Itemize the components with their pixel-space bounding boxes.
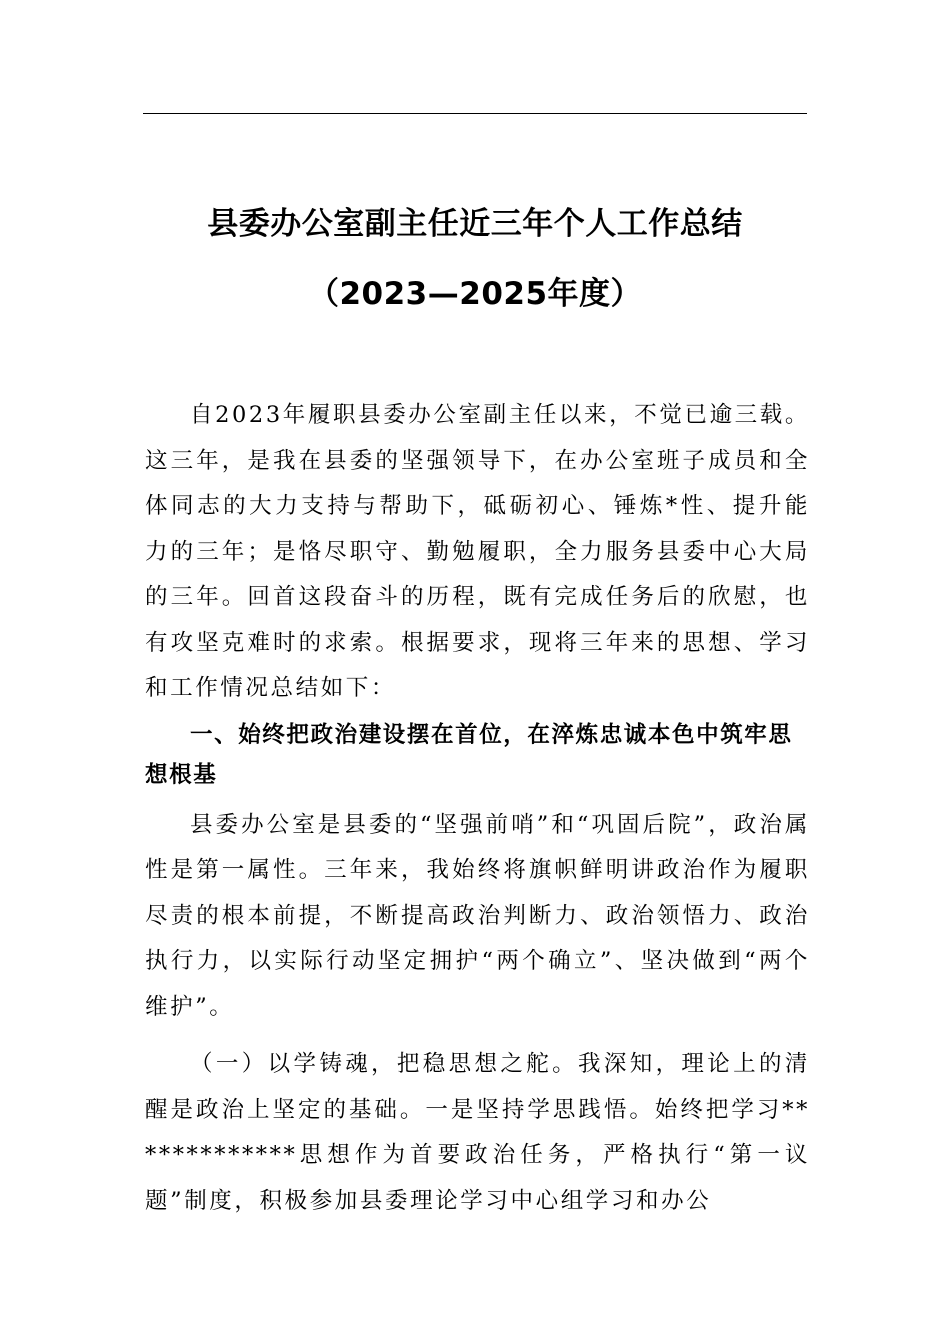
subsection-1-paragraph: （一）以学铸魂，把稳思想之舵。我深知，理论上的清醒是政治上坚定的基础。一是坚持学思践悟。始终把学习*************思想作为首要政治任务，严格执行“第一议题”制度，积极参加县委理论学习中心组学习和办公 <box>145 1051 810 1214</box>
intro-paragraph: 自2023年履职县委办公室副主任以来，不觉已逾三载。这三年，是我在县委的坚强领导下，在办公室班子成员和全体同志的大力支持与帮助下，砥砺初心、锤炼*性、提升能力的三年；是恪尽职守、勤勉履职，全力服务县委中心大局的三年。回首这段奋斗的历程，既有完成任务后的欣慰，也有攻坚克难时的求索。根据要求，现将三年来的思想、学习和工作情况总结如下： <box>145 402 810 701</box>
section-heading-1: 一、始终把政治建设摆在首位，在淬炼忠诚本色中筑牢思想根基 <box>145 721 793 788</box>
header-rule <box>143 113 807 114</box>
section-1-intro-paragraph: 县委办公室是县委的“坚强前哨”和“巩固后院”，政治属性是第一属性。三年来，我始终将旗帜鲜明讲政治作为履职尽责的根本前提，不断提高政治判断力、政治领悟力、政治执行力，以实际行动坚定拥护“两个确立”、坚决做到“两个维护”。 <box>145 811 810 1020</box>
document-title: 县委办公室副主任近三年个人工作总结 <box>207 206 743 242</box>
document-subtitle: （2023—2025年度） <box>307 276 643 312</box>
document-body <box>145 393 810 1224</box>
